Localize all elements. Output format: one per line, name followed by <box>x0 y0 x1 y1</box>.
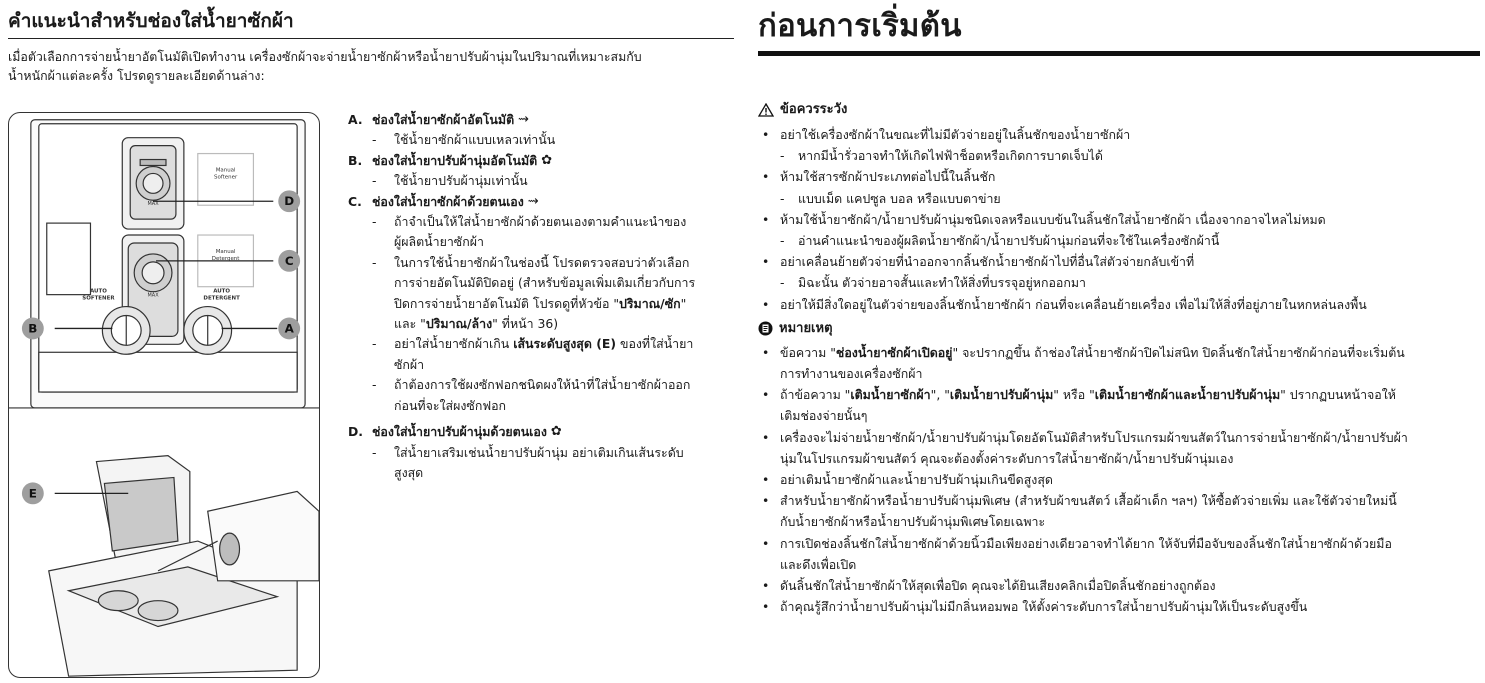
definition-item: - ใส่น้ำยาเสริมเช่นน้ำยาปรับผ้านุ่ม อย่าเติมเกินเส้นระดับ สูงสุด <box>348 443 740 484</box>
page-reference: ปริมาณ/ซัก <box>619 295 681 311</box>
text-fragment: อย่าใช้เครื่องซักผ้าในขณะที่ไม่มีตัวจ่ายอยู่ในลิ้นชักของน้ำยาซักผ้า <box>780 127 1131 142</box>
label-manual-softener: Manual <box>215 167 236 174</box>
text-fragment: เติมช่องจ่ายนั้นๆ <box>780 408 868 424</box>
text-fragment: ช่องน้ำยาซักผ้าเปิดอยู่ <box>835 344 953 360</box>
caution-list <box>758 124 1480 315</box>
label-auto-softener: AUTO <box>90 288 107 295</box>
text-fragment: " <box>680 295 687 311</box>
definition-letter: D. <box>348 424 363 440</box>
label-manual-softener: Softener <box>214 174 238 181</box>
text-fragment: ข้อความ " <box>780 344 836 360</box>
text-fragment: นุ่มในโปรแกรมผ้าขนสัตว์ คุณจะต้องตั้งค่าระดับการใส่น้ำยาซักผ้า/น้ำยาปรับผ้านุ่มเอง <box>780 450 1234 466</box>
caution-heading <box>758 100 1480 120</box>
text-fragment: ก่อนที่จะใส่ผงซักฟอก <box>394 397 507 413</box>
flower-icon: ✿ <box>541 152 553 168</box>
flower-icon: ✿ <box>550 424 562 440</box>
label-manual-detergent: Detergent <box>211 255 240 262</box>
compartment-definitions <box>348 110 740 483</box>
text-fragment: " จะปรากฏขึ้น ถ้าช่องใส่น้ำยาซักผ้าปิดไม่สนิท ปิดลิ้นชักใส่น้ำยาซักผ้าก่อนที่จะเริ่มต้น <box>952 344 1405 360</box>
definition-item: - ถ้าต้องการใช้ผงซักฟอกชนิดผงให้นำที่ใส่น้ำยาซักผ้าออก ก่อนที่จะใส่ผงซักฟอก <box>348 375 740 416</box>
detergent-icon: ⇝ <box>527 193 539 209</box>
title-rule <box>8 38 734 39</box>
text-fragment: เส้นระดับสูงสุด (E) <box>513 336 617 352</box>
caution-title: ข้อควรระวัง <box>780 102 848 117</box>
caution-subitem: - อ่านคำแนะนำของผู้ผลิตน้ำยาซักผ้า/น้ำยาปรับผ้านุ่มก่อนที่จะใช้ในเครื่องซักผ้านี้ <box>758 230 1480 251</box>
text-fragment: " ที่หน้า 36) <box>492 316 559 332</box>
definition-item: - ในการใช้น้ำยาซักผ้าในช่องนี้ โปรดตรวจสอบว่าตัวเลือก การจ่ายอัตโนมัติปิดอยู่ (สำหรับข้อมูลเพิ่มเติมเกี่ยวกับการ ปิดการจ่ายน้ำยาอัตโนมัติ โปรดดูที่หัวข้อ "ปริมาณ/ซัก" และ "ปริมาณ/ล้าง" ที่หน้า 36) <box>348 253 740 335</box>
text-fragment: ถ้าต้องการใช้ผงซักฟอกชนิดผงให้นำที่ใส่น้ำยาซักผ้าออก <box>394 377 691 393</box>
definition-title: ช่องใส่น้ำยาซักผ้าอัตโนมัติ <box>372 112 515 127</box>
text-fragment: การเปิดช่องลิ้นชักใส่น้ำยาซักผ้าด้วยนิ้วมือเพียงอย่างเดียวอาจทำได้ยาก ให้จับที่มือจับของลิ้นชักใส่น้ำยาซักผ้าด้วยมือ <box>780 535 1392 551</box>
callout-d: D <box>284 194 295 209</box>
definition-text <box>394 253 740 335</box>
note-title: หมายเหตุ <box>779 320 833 336</box>
text-fragment: สำหรับน้ำยาซักผ้าหรือน้ำยาปรับผ้านุ่มพิเศษ (สำหรับผ้าขนสัตว์ เสื้อผ้าเด็ก ฯลฯ) ให้ซื้อตัวจ่ายเพิ่ม และใช้ตัวจ่ายใหม่นี้ <box>780 493 1397 509</box>
definition-letter: B. <box>348 152 363 168</box>
caution-item: • อย่าให้มีสิ่งใดอยู่ในตัวจ่ายของลิ้นชักน้ำยาซักผ้า ก่อนที่จะเคลื่อนย้ายเครื่อง เพื่อไม่ให้สิ่งที่อยู่ภายในหกหล่นลงพื้น <box>758 294 1480 315</box>
caution-item: • ห้ามใช้น้ำยาซักผ้า/น้ำยาปรับผ้านุ่มชนิดเจลหรือแบบข้นในลิ้นชักใส่น้ำยาซักผ้า เนื่องจากอาจไหลไม่หมด <box>758 209 1480 230</box>
label-max: MAX <box>147 292 159 299</box>
text-fragment: เติมน้ำยาปรับผ้านุ่ม <box>949 387 1054 403</box>
text-fragment: เครื่องจะไม่จ่ายน้ำยาซักผ้า/น้ำยาปรับผ้านุ่มโดยอัตโนมัติสำหรับโปรแกรมผ้าขนสัตว์ในการจ่ายน้ำยาซักผ้า/น้ำยาปรับผ้า <box>780 429 1408 445</box>
note-item: • อย่าเติมน้ำยาซักผ้าและน้ำยาปรับผ้านุ่มเกินขีดสูงสุด <box>758 469 1480 490</box>
left-column <box>8 0 734 683</box>
text-fragment: ถ้าคุณรู้สึกว่าน้ำยาปรับผ้านุ่มไม่มีกลิ่นหอมพอ ให้ตั้งค่าระดับการใส่น้ำยาปรับผ้านุ่มให้เป็นระดับสูงขึ้น <box>780 599 1308 615</box>
text-fragment: ผู้ผลิตน้ำยาซักผ้า <box>394 234 484 250</box>
definition-letter: A. <box>348 112 363 127</box>
definition-text <box>394 212 740 253</box>
text-fragment: เติมน้ำยาซักผ้าและน้ำยาปรับผ้านุ่ม <box>1094 387 1281 403</box>
definition-c-heading <box>348 192 740 212</box>
text-fragment: มิฉะนั้น ตัวจ่ายอาจสั้นและทำให้สิ่งที่บรรจุอยู่หกออกมา <box>798 275 1086 291</box>
caution-subitem: - แบบเม็ด แคปซูล บอล หรือแบบตาข่าย <box>758 188 1480 209</box>
caution-item: • อย่าเคลื่อนย้ายตัวจ่ายที่นำออกจากลิ้นชักน้ำยาซักผ้าไปที่อื่นใส่ตัวจ่ายกลับเข้าที่ <box>758 251 1480 272</box>
caution-item: • อย่าใช้เครื่องซักผ้าในขณะที่ไม่มีตัวจ่ายอยู่ในลิ้นชักของน้ำยาซักผ้า <box>758 124 1480 145</box>
definition-text <box>394 375 740 416</box>
dispenser-illustration <box>8 112 320 678</box>
title-rule <box>758 51 1480 56</box>
right-column <box>758 0 1480 683</box>
definition-title: ช่องใส่น้ำยาปรับผ้านุ่มด้วยตนเอง <box>372 424 547 440</box>
note-item: • สำหรับน้ำยาซักผ้าหรือน้ำยาปรับผ้านุ่มพิเศษ (สำหรับผ้าขนสัตว์ เสื้อผ้าเด็ก ฯลฯ) ให้ซื้อตัวจ่ายเพิ่ม และใช้ตัวจ่ายใหม่นี้ กับน้ำยาซักผ้าหรือน้ำยาปรับผ้านุ่มพิเศษโดยเฉพาะ <box>762 493 1397 530</box>
definition-text: ใช้น้ำยาซักผ้าแบบเหลวเท่านั้น <box>394 132 556 148</box>
callout-a: A <box>284 321 294 336</box>
text-fragment: ดันลิ้นชักใส่น้ำยาซักผ้าให้สุดเพื่อปิด คุณจะได้ยินเสียงคลิกเมื่อปิดลิ้นชักอย่างถูกต้อง <box>780 578 1216 594</box>
text-fragment: ปิดการจ่ายน้ำยาอัตโนมัติ โปรดดูที่หัวข้อ " <box>394 295 620 311</box>
note-item: • การเปิดช่องลิ้นชักใส่น้ำยาซักผ้าด้วยนิ้วมือเพียงอย่างเดียวอาจทำได้ยาก ให้จับที่มือจับของลิ้นชักใส่น้ำยาซักผ้าด้วยมือ และดึงเพื่อเปิด <box>762 535 1392 572</box>
definition-item: - อย่าใส่น้ำยาซักผ้าเกิน เส้นระดับสูงสุด (E) ของที่ใส่น้ำยา ซักผ้า <box>348 334 740 375</box>
dispenser-drawing <box>9 113 319 677</box>
definition-b-heading <box>348 151 740 171</box>
dispenser-top-view <box>31 120 305 408</box>
definition-item: - ถ้าจำเป็นให้ใส่น้ำยาซักผ้าด้วยตนเองตามคำแนะนำของ ผู้ผลิตน้ำยาซักผ้า <box>348 212 740 253</box>
text-fragment: ถ้าข้อความ " <box>780 387 851 403</box>
definition-letter: C. <box>348 193 362 209</box>
text-fragment: หากมีน้ำรั่วอาจทำให้เกิดไฟฟ้าช็อตหรือเกิดการบาดเจ็บได้ <box>798 148 1103 164</box>
intro-line: เมื่อตัวเลือกการจ่ายน้ำยาอัตโนมัติเปิดทำงาน เครื่องซักผ้าจะจ่ายน้ำยาซักผ้าหรือน้ำยาปรับผ้านุ่มในปริมาณที่เหมาะสมกับ <box>8 49 642 64</box>
text-fragment: ห้ามใช้น้ำยาซักผ้า/น้ำยาปรับผ้านุ่มชนิดเจลหรือแบบข้นในลิ้นชักใส่น้ำยาซักผ้า เนื่องจากอาจไหลไม่หมด <box>780 211 1326 227</box>
text-fragment: ", " <box>930 387 950 403</box>
text-fragment: เติมน้ำยาซักผ้า <box>850 387 931 403</box>
definition-title: ช่องใส่น้ำยาปรับผ้านุ่มอัตโนมัติ <box>372 152 538 168</box>
text-fragment: อย่าเคลื่อนย้ายตัวจ่ายที่นำออกจากลิ้นชักน้ำยาซักผ้าไปที่อื่นใส่ตัวจ่ายกลับเข้าที่ <box>780 254 1195 270</box>
text-fragment: กับน้ำยาซักผ้าหรือน้ำยาปรับผ้านุ่มพิเศษโดยเฉพาะ <box>780 514 1046 530</box>
text-fragment: ถ้าจำเป็นให้ใส่น้ำยาซักผ้าด้วยตนเองตามคำแนะนำของ <box>394 214 687 230</box>
note-item: • ถ้าคุณรู้สึกว่าน้ำยาปรับผ้านุ่มไม่มีกลิ่นหอมพอ ให้ตั้งค่าระดับการใส่น้ำยาปรับผ้านุ่มให้เป็นระดับสูงขึ้น <box>758 596 1480 617</box>
text-fragment: และ " <box>394 316 426 332</box>
text-fragment: " ปรากฏบนหน้าจอให้ <box>1280 387 1396 403</box>
label-auto-detergent: AUTO <box>213 288 231 295</box>
label-auto-detergent: DETERGENT <box>203 295 240 302</box>
text-fragment: ในการใช้น้ำยาซักผ้าในช่องนี้ โปรดตรวจสอบว่าตัวเลือก <box>394 254 690 270</box>
note-item: • เครื่องจะไม่จ่ายน้ำยาซักผ้า/น้ำยาปรับผ้านุ่มโดยอัตโนมัติสำหรับโปรแกรมผ้าขนสัตว์ในการจ่ายน้ำยาซักผ้า/น้ำยาปรับผ้า นุ่มในโปรแกรมผ้าขนสัตว์ คุณจะต้องตั้งค่าระดับการใส่น้ำยาซักผ้า/น้ำยาปรับผ้านุ่มเอง <box>762 429 1408 466</box>
definition-item: - ใช้น้ำยาปรับผ้านุ่มเท่านั้น <box>348 171 740 191</box>
section-title: คำแนะนำสำหรับช่องใส่น้ำยาซักผ้า <box>8 10 294 32</box>
caution-subitem: - มิฉะนั้น ตัวจ่ายอาจสั้นและทำให้สิ่งที่บรรจุอยู่หกออกมา <box>758 272 1480 293</box>
definition-d-heading <box>348 422 740 442</box>
text-fragment: และดึงเพื่อเปิด <box>780 556 857 572</box>
definition-item: - ใช้น้ำยาซักผ้าแบบเหลวเท่านั้น <box>348 130 740 150</box>
text-fragment: ของที่ใส่น้ำยา <box>616 336 694 352</box>
warning-icon <box>758 103 774 117</box>
text-fragment: อย่าให้มีสิ่งใดอยู่ในตัวจ่ายของลิ้นชักน้ำยาซักผ้า ก่อนที่จะเคลื่อนย้ายเครื่อง เพื่อไม่ให้สิ่งที่อยู่ภายในหกหล่นลงพื้น <box>780 296 1367 312</box>
text-fragment: ซักผ้า <box>394 356 425 372</box>
caution-subitem: - หากมีน้ำรั่วอาจทำให้เกิดไฟฟ้าช็อตหรือเกิดการบาดเจ็บได้ <box>758 145 1480 166</box>
text-fragment: สูงสุด <box>394 464 424 480</box>
callout-e: E <box>28 486 37 501</box>
text-fragment: แบบเม็ด แคปซูล บอล หรือแบบตาข่าย <box>798 190 1001 206</box>
page-reference: ปริมาณ/ล้าง <box>425 316 493 332</box>
label-manual-detergent: Manual <box>215 248 236 255</box>
note-item: • ถ้าข้อความ "เติมน้ำยาซักผ้า", "เติมน้ำยาปรับผ้านุ่ม" หรือ "เติมน้ำยาซักผ้าและน้ำยาปรับผ้านุ่ม" ปรากฏบนหน้าจอให้ เติมช่องจ่ายนั้นๆ <box>762 387 1396 424</box>
note-list <box>758 342 1480 618</box>
text-fragment: ใส่น้ำยาเสริมเช่นน้ำยาปรับผ้านุ่ม อย่าเติมเกินเส้นระดับ <box>394 444 684 460</box>
text-fragment: อย่าเติมน้ำยาซักผ้าและน้ำยาปรับผ้านุ่มเกินขีดสูงสุด <box>780 472 1053 488</box>
callout-c: C <box>284 253 294 268</box>
text-fragment: อ่านคำแนะนำของผู้ผลิตน้ำยาซักผ้า/น้ำยาปรับผ้านุ่มก่อนที่จะใช้ในเครื่องซักผ้านี้ <box>798 233 1220 249</box>
text-fragment: ห้ามใช้สารซักผ้าประเภทต่อไปนี้ในลิ้นชัก <box>780 169 996 185</box>
intro-line: น้ำหนักผ้าแต่ละครั้ง โปรดดูรายละเอียดด้านล่าง: <box>8 68 265 83</box>
page-title: ก่อนการเริ่มต้น <box>758 8 962 44</box>
definition-a-heading <box>348 110 740 130</box>
note-icon <box>758 321 773 336</box>
definition-title: ช่องใส่น้ำยาซักผ้าด้วยตนเอง <box>372 193 524 209</box>
caution-item: • ห้ามใช้สารซักผ้าประเภทต่อไปนี้ในลิ้นชัก <box>758 166 1480 187</box>
dispenser-drawer-view <box>49 456 319 677</box>
callout-b: B <box>28 321 38 336</box>
text-fragment: การทำงานของเครื่องซักผ้า <box>780 366 923 382</box>
note-item: • ดันลิ้นชักใส่น้ำยาซักผ้าให้สุดเพื่อปิด คุณจะได้ยินเสียงคลิกเมื่อปิดลิ้นชักอย่างถูกต้อง <box>758 575 1480 596</box>
text-fragment: อย่าใส่น้ำยาซักผ้าเกิน <box>394 336 514 352</box>
definition-text <box>394 443 740 484</box>
text-fragment: " หรือ " <box>1053 387 1095 403</box>
note-item: • ข้อความ "ช่องน้ำยาซักผ้าเปิดอยู่" จะปรากฏขึ้น ถ้าช่องใส่น้ำยาซักผ้าปิดไม่สนิท ปิดลิ้นชักใส่น้ำยาซักผ้าก่อนที่จะเริ่มต้น การทำงานของเครื่องซักผ้า <box>762 344 1405 382</box>
intro-paragraph <box>8 47 734 85</box>
definition-text <box>394 334 740 375</box>
label-auto-softener: SOFTENER <box>82 295 115 302</box>
text-fragment: การจ่ายอัตโนมัติปิดอยู่ (สำหรับข้อมูลเพิ่มเติมเกี่ยวกับการ <box>394 275 696 291</box>
detergent-icon: ⇝ <box>518 112 530 127</box>
definition-text: ใช้น้ำยาปรับผ้านุ่มเท่านั้น <box>394 173 528 189</box>
note-heading <box>758 319 1480 339</box>
label-max: MAX <box>147 201 159 208</box>
